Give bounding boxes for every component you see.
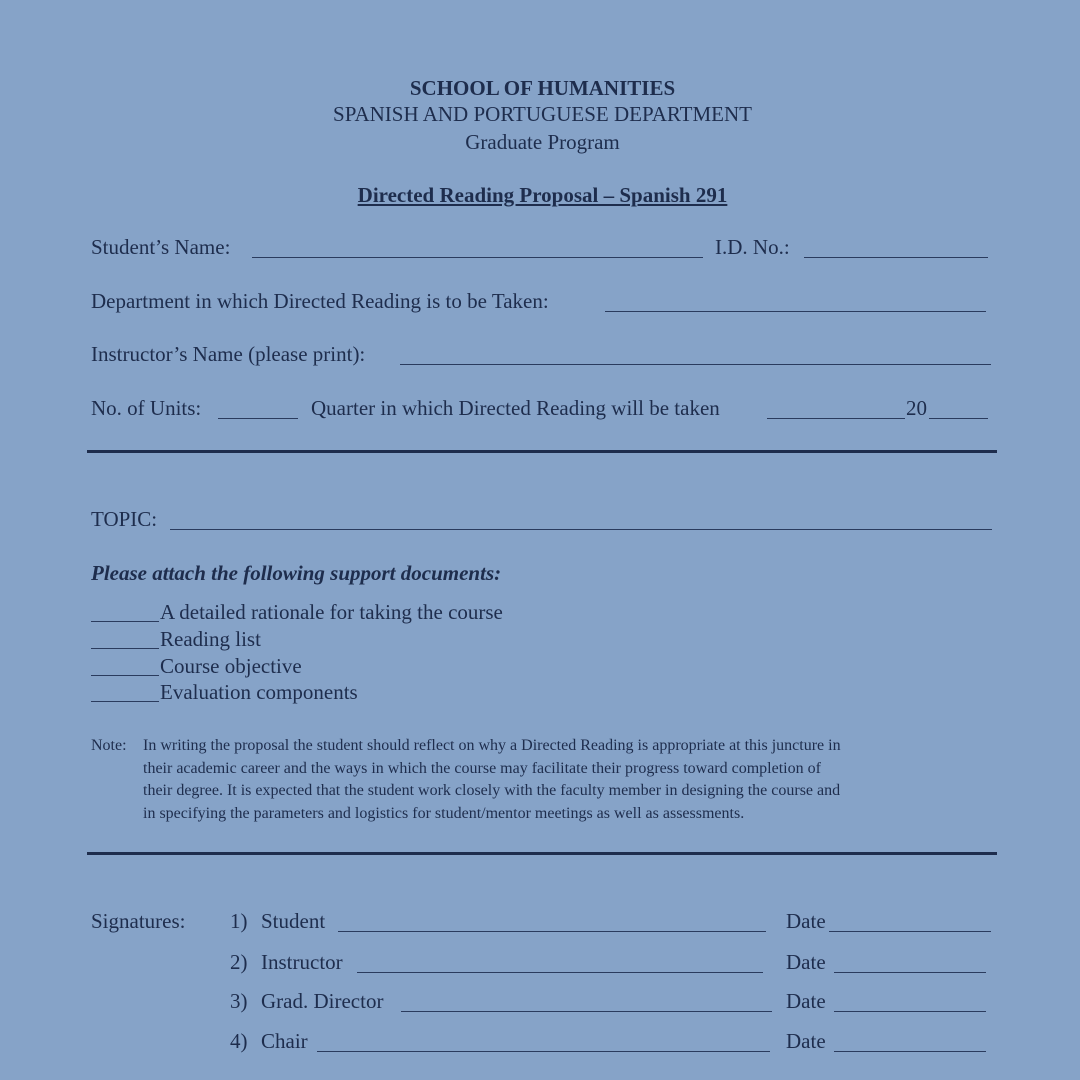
id-field[interactable] — [804, 257, 988, 258]
section-divider-bottom — [87, 852, 997, 855]
instructor-row — [91, 342, 996, 370]
note-line: in specifying the parameters and logistics for student/mentor meetings as well as assessments. — [143, 804, 745, 822]
units-field[interactable] — [218, 418, 298, 419]
units-quarter-row — [91, 396, 996, 424]
note-line: In writing the proposal the student should reflect on why a Directed Reading is appropriate at this juncture in — [143, 737, 841, 754]
id-label: I.D. No.: — [715, 235, 790, 259]
date-label: Date — [786, 989, 826, 1013]
year-field[interactable] — [929, 418, 988, 419]
topic-label: TOPIC: — [91, 507, 158, 531]
signature-row-student — [230, 909, 995, 937]
note-line: their degree. It is expected that the student work closely with the faculty member in designing the course and — [143, 782, 841, 799]
signature-number: 2) — [230, 950, 248, 974]
signature-role: Student — [261, 909, 326, 933]
signature-number: 3) — [230, 989, 248, 1013]
note-line: their academic career and the ways in which the course may facilitate their progress toward completion of — [143, 759, 821, 777]
chair-date-field[interactable] — [834, 1051, 986, 1052]
section-divider-top — [87, 450, 997, 453]
date-label: Date — [786, 1029, 826, 1053]
student-name-row — [91, 235, 991, 263]
date-label: Date — [786, 950, 826, 974]
grad-director-signature-field[interactable] — [401, 1011, 772, 1012]
signature-row-instructor — [230, 950, 995, 978]
note-label: Note: — [91, 737, 127, 754]
year-prefix: 20 — [906, 396, 927, 420]
signature-number: 1) — [230, 909, 248, 933]
date-label: Date — [786, 909, 826, 933]
program-heading: Graduate Program — [465, 130, 620, 154]
department-heading: SPANISH AND PORTUGUESE DEPARTMENT — [333, 102, 752, 126]
signature-role: Grad. Director — [261, 989, 384, 1013]
support-item-checkline[interactable] — [91, 701, 159, 702]
department-label: Department in which Directed Reading is to be Taken: — [91, 289, 549, 313]
signatures-label: Signatures: — [91, 909, 186, 933]
signature-role: Instructor — [261, 950, 343, 974]
support-item-label: Reading list — [160, 627, 261, 651]
signature-row-grad-director — [230, 989, 995, 1017]
student-date-field[interactable] — [829, 931, 991, 932]
support-item-checkline[interactable] — [91, 648, 159, 649]
topic-field[interactable] — [170, 529, 992, 530]
instructor-date-field[interactable] — [834, 972, 986, 973]
support-item-checkline[interactable] — [91, 675, 159, 676]
instructor-field[interactable] — [400, 364, 991, 365]
signature-number: 4) — [230, 1029, 248, 1053]
quarter-label: Quarter in which Directed Reading will be taken — [311, 396, 720, 420]
support-item-checkline[interactable] — [91, 621, 159, 622]
signature-row-chair — [230, 1029, 995, 1057]
grad-director-date-field[interactable] — [834, 1011, 986, 1012]
form-title: Directed Reading Proposal – Spanish 291 — [357, 183, 728, 207]
department-row — [91, 289, 991, 317]
support-documents-heading: Please attach the following support documents: — [91, 561, 502, 585]
instructor-signature-field[interactable] — [357, 972, 763, 973]
support-item-label: Course objective — [160, 654, 302, 678]
support-item-label: Evaluation components — [160, 680, 358, 704]
signature-role: Chair — [261, 1029, 308, 1053]
quarter-field[interactable] — [767, 418, 905, 419]
student-signature-field[interactable] — [338, 931, 766, 932]
chair-signature-field[interactable] — [317, 1051, 770, 1052]
student-name-field[interactable] — [252, 257, 703, 258]
topic-row — [91, 507, 996, 535]
support-item-label: A detailed rationale for taking the course — [160, 600, 503, 624]
instructor-label: Instructor’s Name (please print): — [91, 342, 366, 366]
student-name-label: Student’s Name: — [91, 235, 231, 259]
department-field[interactable] — [605, 311, 986, 312]
units-label: No. of Units: — [91, 396, 202, 420]
school-heading: SCHOOL OF HUMANITIES — [409, 76, 676, 100]
